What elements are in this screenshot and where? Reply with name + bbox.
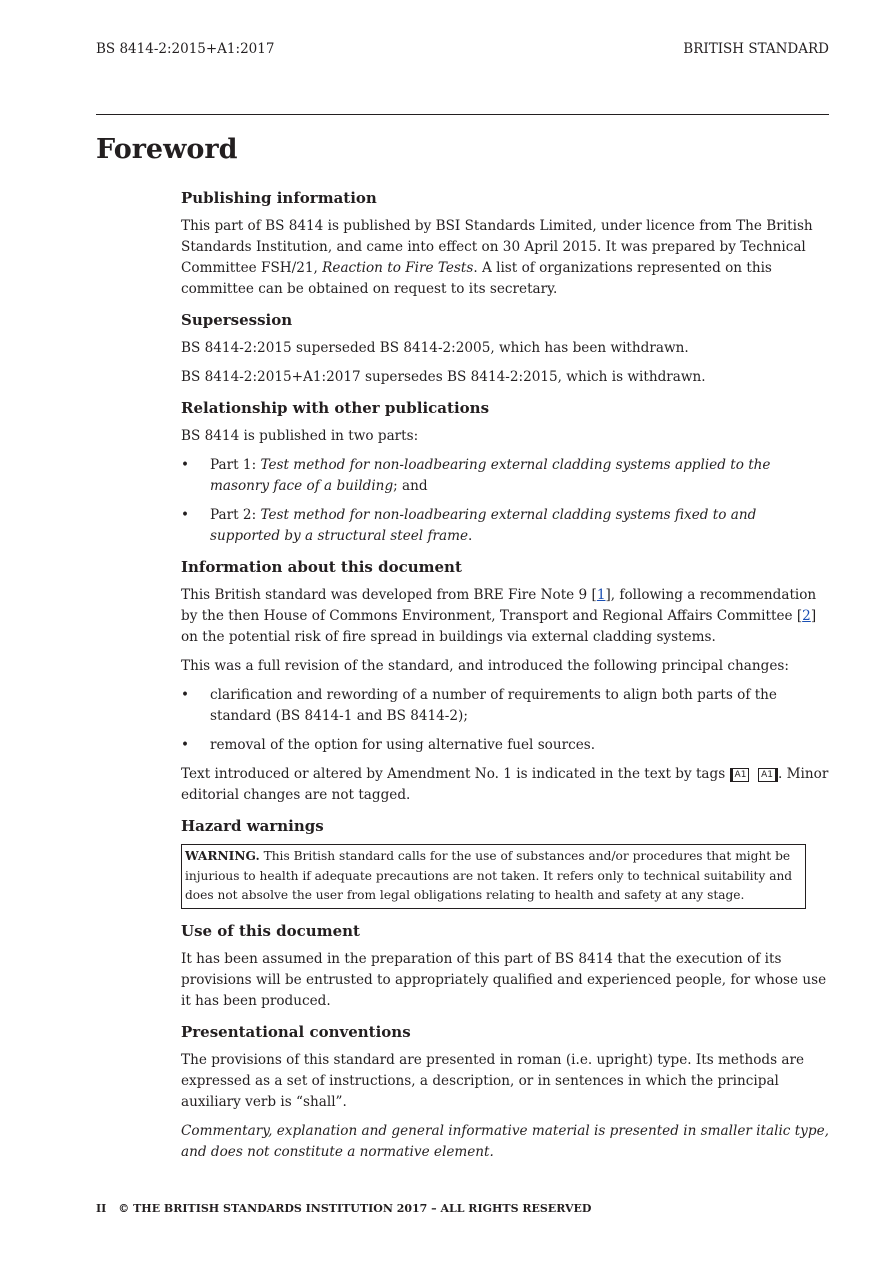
part-title: Test method for non-loadbearing external cladding systems fixed to and supported by a structural steel frame — [210, 507, 757, 544]
commentary-paragraph: Commentary, explanation and general informative material is presented in smaller italic type, and does not constitute a normative element. — [181, 1122, 829, 1160]
reference-link-1[interactable]: 1 — [596, 587, 606, 603]
part-title: Test method for non-loadbearing external cladding systems applied to the masonry face of a building — [210, 457, 771, 494]
text-run: ], following a recommendation by the then House of Commons Environment, Transport and Regional Affairs Committee [ — [181, 587, 817, 624]
list-item: • removal of the option for using alternative fuel sources. — [181, 735, 829, 756]
page-title: Foreword — [96, 134, 238, 165]
committee-name: Reaction to Fire Tests — [322, 260, 474, 276]
copyright-notice: © THE BRITISH STANDARDS INSTITUTION 2017 – ALL RIGHTS RESERVED — [118, 1202, 592, 1215]
changes-list — [181, 685, 829, 756]
paragraph: It has been assumed in the preparation of this part of BS 8414 that the execution of its provisions will be entrusted to appropriately qualified and experienced people, for whose use it has been produced. — [181, 950, 827, 1009]
section-information — [181, 555, 829, 806]
list-item — [181, 455, 829, 497]
header-rule — [96, 114, 829, 115]
text-run: . Minor editorial changes are not tagged. — [181, 766, 829, 803]
amendment-close-tag: A1 — [758, 768, 778, 782]
section-conventions — [181, 1020, 829, 1163]
page-number: II — [96, 1202, 107, 1215]
section-heading: Use of this document — [181, 921, 360, 940]
warning-box — [181, 844, 806, 909]
paragraph: BS 8414 is published in two parts: — [181, 428, 419, 444]
section-publishing-information — [181, 186, 829, 300]
text-run: ; and — [393, 478, 428, 494]
section-use — [181, 919, 829, 1012]
paragraph: BS 8414-2:2015 superseded BS 8414-2:2005, which has been withdrawn. — [181, 340, 689, 356]
foreword-body — [181, 186, 829, 1171]
paragraph — [181, 764, 829, 806]
section-hazard-warnings — [181, 814, 829, 909]
text-run: Text introduced or altered by Amendment No. 1 is indicated in the text by tags — [181, 766, 730, 782]
reference-link-2[interactable]: 2 — [802, 608, 811, 624]
paragraph: This was a full revision of the standard, and introduced the following principal changes: — [181, 658, 789, 674]
section-heading: Relationship with other publications — [181, 399, 490, 417]
section-heading: Supersession — [181, 311, 293, 329]
section-heading: Hazard warnings — [181, 817, 324, 835]
paragraph — [181, 216, 829, 300]
section-relationship — [181, 396, 829, 547]
warning-label: WARNING. — [185, 849, 260, 863]
list-item: • clarification and rewording of a number of requirements to align both parts of the standard (BS 8414-1 and BS 8414-2); — [181, 685, 829, 727]
amendment-open-tag: A1 — [730, 768, 750, 782]
text-run: This British standard was developed from BRE Fire Note 9 [ — [181, 587, 597, 603]
header-document-id: BS 8414-2:2015+A1:2017 — [96, 41, 275, 57]
warning-text: This British standard calls for the use of substances and/or procedures that might be injurious to health if adequate precautions are not taken. It refers only to technical suitability and does not absolve the user from legal obligations relating to health and safety at any stage. — [185, 849, 793, 902]
text-run: This part of BS 8414 is published by BSI Standards Limited, under licence from The British Standards Institution, and came into effect on 30 April 2015. It was prepared by Technical Committee FSH/21, — [181, 218, 813, 276]
parts-list — [181, 455, 829, 547]
paragraph — [181, 585, 829, 648]
footer — [96, 1202, 591, 1215]
text-run: ] on the potential risk of fire spread in buildings via external cladding systems. — [181, 608, 817, 645]
text-run: Part 2: — [210, 507, 261, 523]
paragraph: The provisions of this standard are presented in roman (i.e. upright) type. Its methods are expressed as a set of instructions, a description, or in sentences in which the principal auxiliary verb is “shall”. — [181, 1051, 805, 1110]
section-heading: Presentational conventions — [181, 1022, 411, 1041]
list-item — [181, 505, 829, 547]
section-heading: Publishing information — [181, 189, 377, 207]
section-supersession — [181, 308, 829, 388]
text-run: . A list of organizations represented on this committee can be obtained on request to its secretary. — [181, 260, 772, 297]
text-run: . — [468, 528, 473, 544]
header-publisher: BRITISH STANDARD — [683, 41, 829, 57]
paragraph: BS 8414-2:2015+A1:2017 supersedes BS 8414-2:2015, which is withdrawn. — [181, 369, 706, 385]
text-run: Part 1: — [210, 457, 261, 473]
section-heading: Information about this document — [181, 558, 462, 576]
